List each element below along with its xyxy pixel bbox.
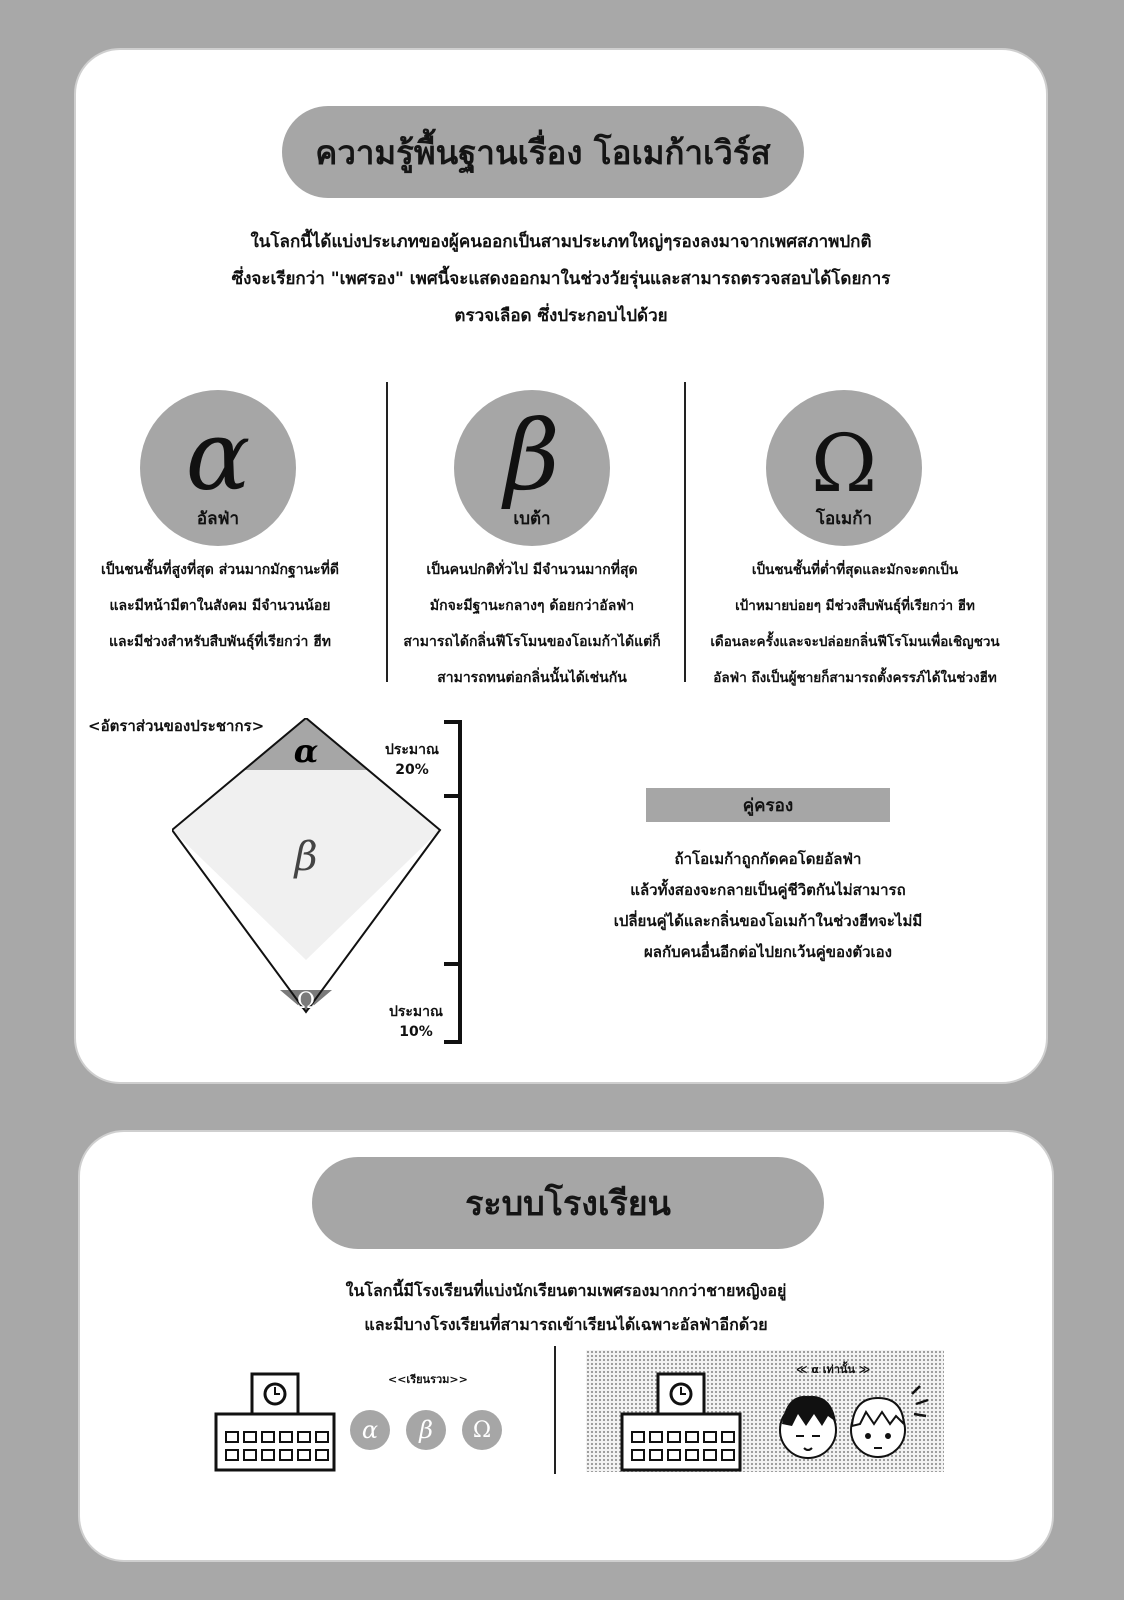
desc-line: เป็นชนชั้นที่ต่ำที่สุดและมักจะตกเป็น: [751, 562, 959, 578]
mate-line: แล้วทั้งสองจะกลายเป็นคู่ชีวิตกันไม่สามารถ: [630, 881, 906, 899]
beta-symbol: β: [294, 834, 318, 880]
desc-line: เป็นคนปกติทั่วไป มีจำนวนมากที่สุด: [426, 562, 638, 578]
desc-line: และมีช่วงสำหรับสืบพันธุ์ที่เรียกว่า ฮีท: [109, 634, 331, 650]
alpha-approx: [372, 740, 452, 780]
intro-line: ซึ่งจะเรียกว่า "เพศรอง" เพศนี้จะแสดงออกมาในช่วงวัยรุ่นและสามารถตรวจสอบได้โดยการ: [231, 269, 891, 289]
alpha-description: [70, 552, 370, 660]
omega-circle: [766, 390, 922, 546]
column-divider: [554, 1346, 556, 1474]
beta-description: [382, 552, 682, 696]
desc-line: เดือนละครั้งและจะปล่อยกลิ่นฟีโรโมนเพื่อเชิญชวน: [710, 634, 1000, 650]
population-ratio-title: <อัตราส่วนของประชากร>: [88, 717, 265, 735]
desc-line: เป้าหมายบ่อยๆ มีช่วงสืบพันธุ์ที่เรียกว่า ฮีท: [735, 598, 975, 614]
beta-icon: β: [504, 400, 560, 512]
approx-percent: 10%: [399, 1024, 433, 1040]
beta-mini-icon: β: [406, 1410, 446, 1450]
intro-line: ในโลกนี้ได้แบ่งประเภทของผู้คนออกเป็นสามประเภทใหญ่ๆรองลงมาจากเพศสภาพปกติ: [250, 232, 872, 252]
omega-mini-icon: Ω: [462, 1410, 502, 1450]
desc-line: เป็นชนชั้นที่สูงที่สุด ส่วนมากมักฐานะที่ดี: [101, 562, 339, 578]
school-system-panel: [78, 1130, 1054, 1562]
mate-title: คู่ครอง: [646, 788, 890, 822]
omega-description: [690, 552, 1020, 696]
approx-percent: 20%: [395, 762, 429, 778]
section-title: ระบบโรงเรียน: [312, 1157, 824, 1249]
mate-line: ถ้าโอเมก้าถูกกัดคอโดยอัลฟ่า: [674, 850, 862, 868]
approx-label: ประมาณ: [388, 1004, 443, 1020]
omega-symbol: Ω: [296, 989, 316, 1014]
school-building-icon: [214, 1372, 338, 1472]
alpha-icon: α: [185, 400, 251, 512]
desc-line: และมีหน้ามีตาในสังคม มีจำนวนน้อย: [109, 598, 331, 614]
omega-label: โอเมก้า: [815, 509, 873, 529]
intro-line: ตรวจเลือด ซึ่งประกอบไปด้วย: [454, 306, 668, 326]
characters-icon: [778, 1380, 938, 1468]
desc-line: อัลฟ่า ถึงเป็นผู้ชายก็สามารถตั้งครรภ์ได้ในช่วงฮีท: [713, 670, 997, 686]
column-divider: [684, 382, 686, 682]
intro-line: และมีบางโรงเรียนที่สามารถเข้าเรียนได้เฉพาะอัลฟ่าอีกด้วย: [364, 1315, 768, 1334]
alpha-only-label: ≪ α เท่านั้น ≫: [796, 1363, 871, 1376]
alpha-mini-icon: α: [350, 1410, 390, 1450]
omega-icon: Ω: [810, 417, 878, 510]
section-title: ความรู้พื้นฐานเรื่อง โอเมก้าเวิร์ส: [282, 106, 804, 198]
coed-label: <<เรียนรวม>>: [388, 1373, 468, 1386]
school-intro: [280, 1274, 852, 1342]
mate-line: เปลี่ยนคู่ได้และกลิ่นของโอเมก้าในช่วงฮีทจะไม่มี: [613, 912, 923, 930]
alpha-circle: [140, 390, 296, 546]
beta-circle: [454, 390, 610, 546]
alpha-school-building-icon: [620, 1372, 744, 1472]
intro-paragraph: [136, 224, 986, 335]
alpha-label: อัลฟ่า: [196, 509, 240, 529]
desc-line: มักจะมีฐานะกลางๆ ด้อยกว่าอัลฟ่า: [429, 598, 635, 614]
mate-line: ผลกับคนอื่นอีกต่อไปยกเว้นคู่ของตัวเอง: [644, 943, 892, 961]
omega-approx: [376, 1002, 456, 1042]
alpha-symbol: α: [293, 732, 319, 770]
beta-label: เบต้า: [513, 509, 551, 529]
approx-label: ประมาณ: [384, 742, 439, 758]
mate-paragraph: [596, 844, 940, 968]
intro-line: ในโลกนี้มีโรงเรียนที่แบ่งนักเรียนตามเพศรองมากกว่าชายหญิงอยู่: [345, 1281, 787, 1300]
omegaverse-basics-panel: [74, 48, 1048, 1084]
desc-line: สามารถได้กลิ่นฟีโรโมนของโอเมก้าได้แต่ก็: [403, 634, 661, 650]
desc-line: สามารถทนต่อกลิ่นนั้นได้เช่นกัน: [437, 670, 627, 686]
